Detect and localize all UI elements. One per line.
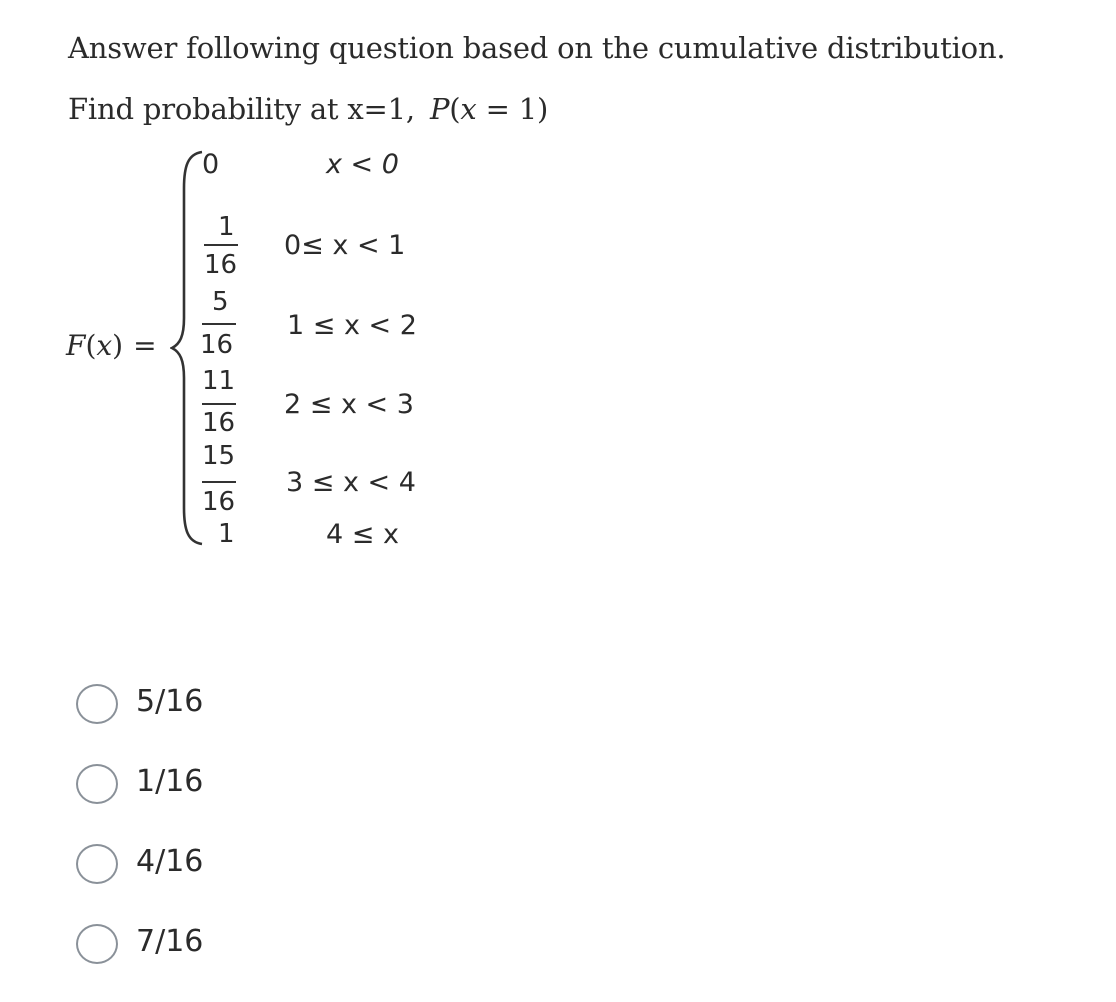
question-line-1: Answer following question based on the cumulative distribution. <box>68 31 1006 65</box>
cdf-f-symbol: F <box>66 329 86 362</box>
cdf-close-paren: ) <box>112 329 124 362</box>
cdf-equals-sign: = <box>133 329 157 362</box>
cdf-open-paren: ( <box>85 329 97 362</box>
answer-option-label[interactable]: 5/16 <box>136 684 204 719</box>
prob-p-symbol: P <box>429 92 450 126</box>
cdf-condition-3: 2 ≤ x < 3 <box>284 389 414 420</box>
cdf-numerator-1: 1 <box>218 212 235 242</box>
radio-button[interactable] <box>76 924 118 964</box>
prob-equals-one: = 1) <box>476 92 549 126</box>
answer-option-3[interactable] <box>76 843 376 885</box>
prob-x-variable: x <box>460 92 477 126</box>
answer-option-2[interactable] <box>76 763 376 805</box>
answer-option-label[interactable]: 4/16 <box>136 844 204 879</box>
answer-option-1[interactable] <box>76 683 376 725</box>
fraction-bar-1 <box>204 244 238 246</box>
cdf-denominator-2: 16 <box>200 330 234 360</box>
radio-button[interactable] <box>76 764 118 804</box>
cdf-value-5: 1 <box>218 519 235 549</box>
cdf-condition-2: 1 ≤ x < 2 <box>287 310 417 341</box>
cdf-numerator-3: 11 <box>202 366 236 396</box>
cdf-denominator-1: 16 <box>204 250 238 280</box>
cdf-value-0: 0 <box>202 149 220 180</box>
fraction-bar-3 <box>202 403 236 405</box>
radio-button[interactable] <box>76 844 118 884</box>
cdf-condition-1: 0≤ x < 1 <box>284 230 406 261</box>
cdf-denominator-4: 16 <box>202 487 236 517</box>
cdf-condition-4: 3 ≤ x < 4 <box>286 467 416 498</box>
cdf-condition-0: x < 0 <box>326 149 399 180</box>
cdf-denominator-3: 16 <box>202 408 236 438</box>
prob-open-paren: ( <box>449 92 461 126</box>
fraction-bar-4 <box>202 481 236 483</box>
radio-button[interactable] <box>76 684 118 724</box>
cdf-condition-5: 4 ≤ x <box>326 519 399 550</box>
question-text: Find probability at x=1, <box>68 92 415 126</box>
cdf-x-variable: x <box>96 329 113 362</box>
fraction-bar-2 <box>202 323 236 325</box>
answer-option-label[interactable]: 1/16 <box>136 764 204 799</box>
answer-option-4[interactable] <box>76 923 376 965</box>
cdf-numerator-4: 15 <box>202 441 236 471</box>
answer-option-label[interactable]: 7/16 <box>136 924 204 959</box>
cdf-numerator-2: 5 <box>212 287 229 317</box>
cdf-lhs <box>66 329 157 362</box>
